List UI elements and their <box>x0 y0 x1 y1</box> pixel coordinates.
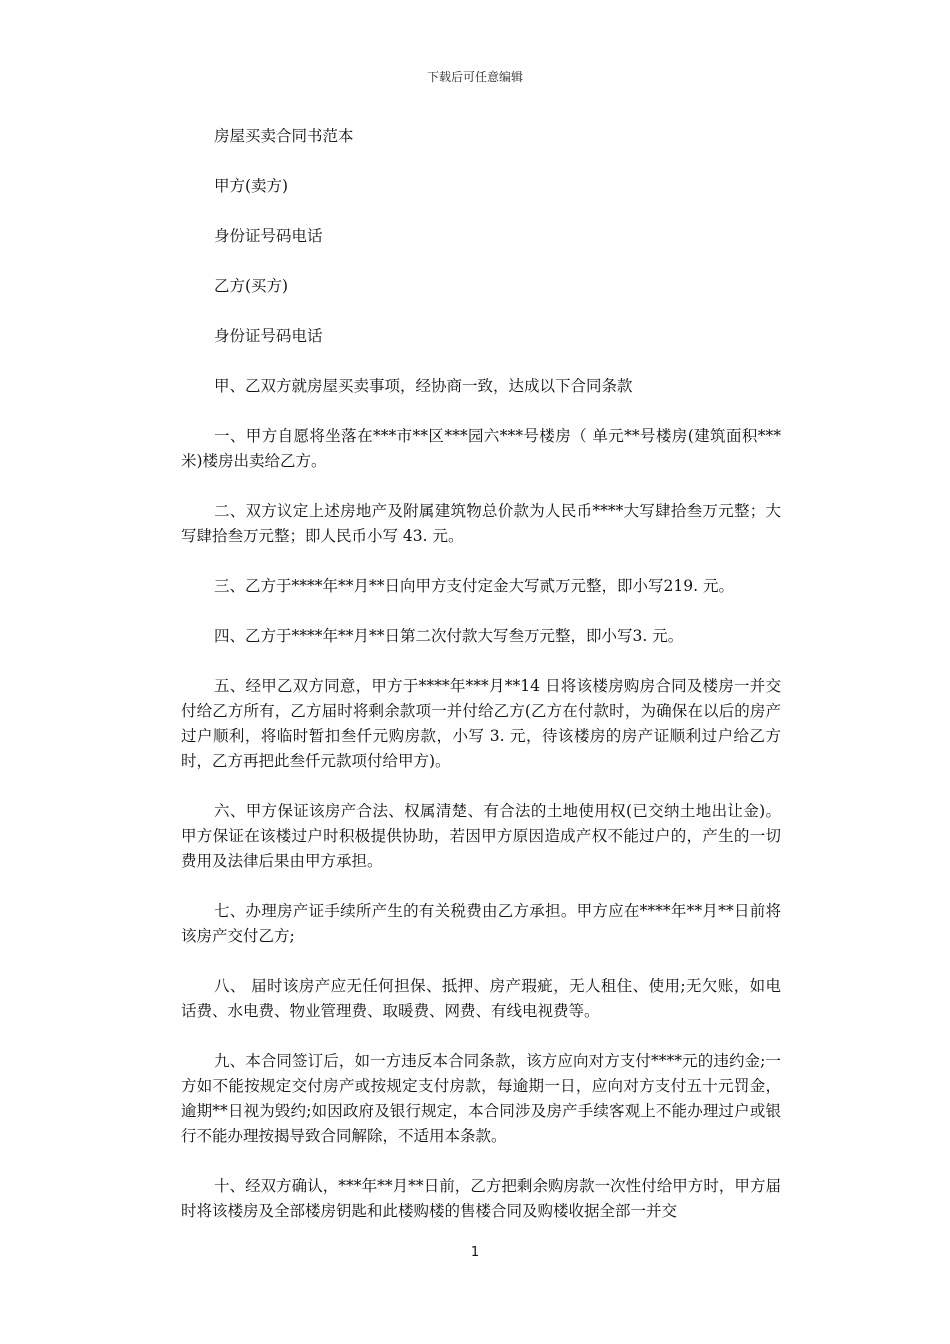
clause-10: 十、经双方确认，***年**月**日前，乙方把剩余购房款一次性付给甲方时，甲方届时将该楼房及全部楼房钥匙和此楼购楼的售楼合同及购楼收据全部一并交 <box>181 1177 781 1220</box>
clause-5: 五、经甲乙双方同意，甲方于****年***月**14 日将该楼房购房合同及楼房一并交付给乙方所有，乙方届时将剩余款项一并付给乙方(乙方在付款时，为确保在以后的房产过户顺利，将临时暂扣叁仟元购房款，小写 3. 元，待该楼房的房产证顺利过户给乙方时，乙方再把此叁仟元款项付给甲方)。 <box>181 677 781 770</box>
preamble-paragraph: 甲、乙双方就房屋买卖事项，经协商一致，达成以下合同条款 <box>214 377 633 395</box>
clause-1: 一、甲方自愿将坐落在***市**区***园六***号楼房（ 单元**号楼房(建筑面积***米)楼房出卖给乙方。 <box>181 427 781 470</box>
clause-7: 七、办理房产证手续所产生的有关税费由乙方承担。甲方应在****年**月**日前将该房产交付乙方; <box>181 902 781 945</box>
party-a-id-phone: 身份证号码电话 <box>214 227 323 245</box>
clause-2: 二、双方议定上述房地产及附属建筑物总价款为人民币****大写肆拾叁万元整；大写肆拾叁万元整；即人民币小写 43. 元。 <box>181 502 781 545</box>
party-a-label: 甲方(卖方) <box>214 177 289 195</box>
clause-8: 八、 届时该房产应无任何担保、抵押、房产瑕疵，无人租住、使用;无欠账，如电话费、水电费、物业管理费、取暖费、网费、有线电视费等。 <box>181 977 781 1020</box>
party-b-id-phone: 身份证号码电话 <box>214 327 323 345</box>
party-b-label: 乙方(买方) <box>214 277 289 295</box>
clause-4: 四、乙方于****年**月**日第二次付款大写叁万元整，即小写3. 元。 <box>214 627 684 645</box>
clause-9: 九、本合同签订后，如一方违反本合同条款，该方应向对方支付****元的违约金;一方如不能按规定交付房产或按规定支付房款，每逾期一日，应向对方支付五十元罚金，逾期**日视为毁约;如因政府及银行规定，本合同涉及房产手续客观上不能办理过户或银行不能办理按揭导致合同解除，不适用本条款。 <box>181 1052 781 1145</box>
clause-6: 六、甲方保证该房产合法、权属清楚、有合法的土地使用权(已交纳土地出让金)。甲方保证在该楼过户时积极提供协助，若因甲方原因造成产权不能过户的，产生的一切费用及法律后果由甲方承担。 <box>181 802 781 870</box>
page-header: 下载后可任意编辑 <box>426 70 523 84</box>
page-number: 1 <box>470 1245 480 1260</box>
contract-body <box>181 124 781 1249</box>
clause-3: 三、乙方于****年**月**日向甲方支付定金大写贰万元整，即小写219. 元。 <box>214 577 734 595</box>
document-title: 房屋买卖合同书范本 <box>214 127 354 145</box>
